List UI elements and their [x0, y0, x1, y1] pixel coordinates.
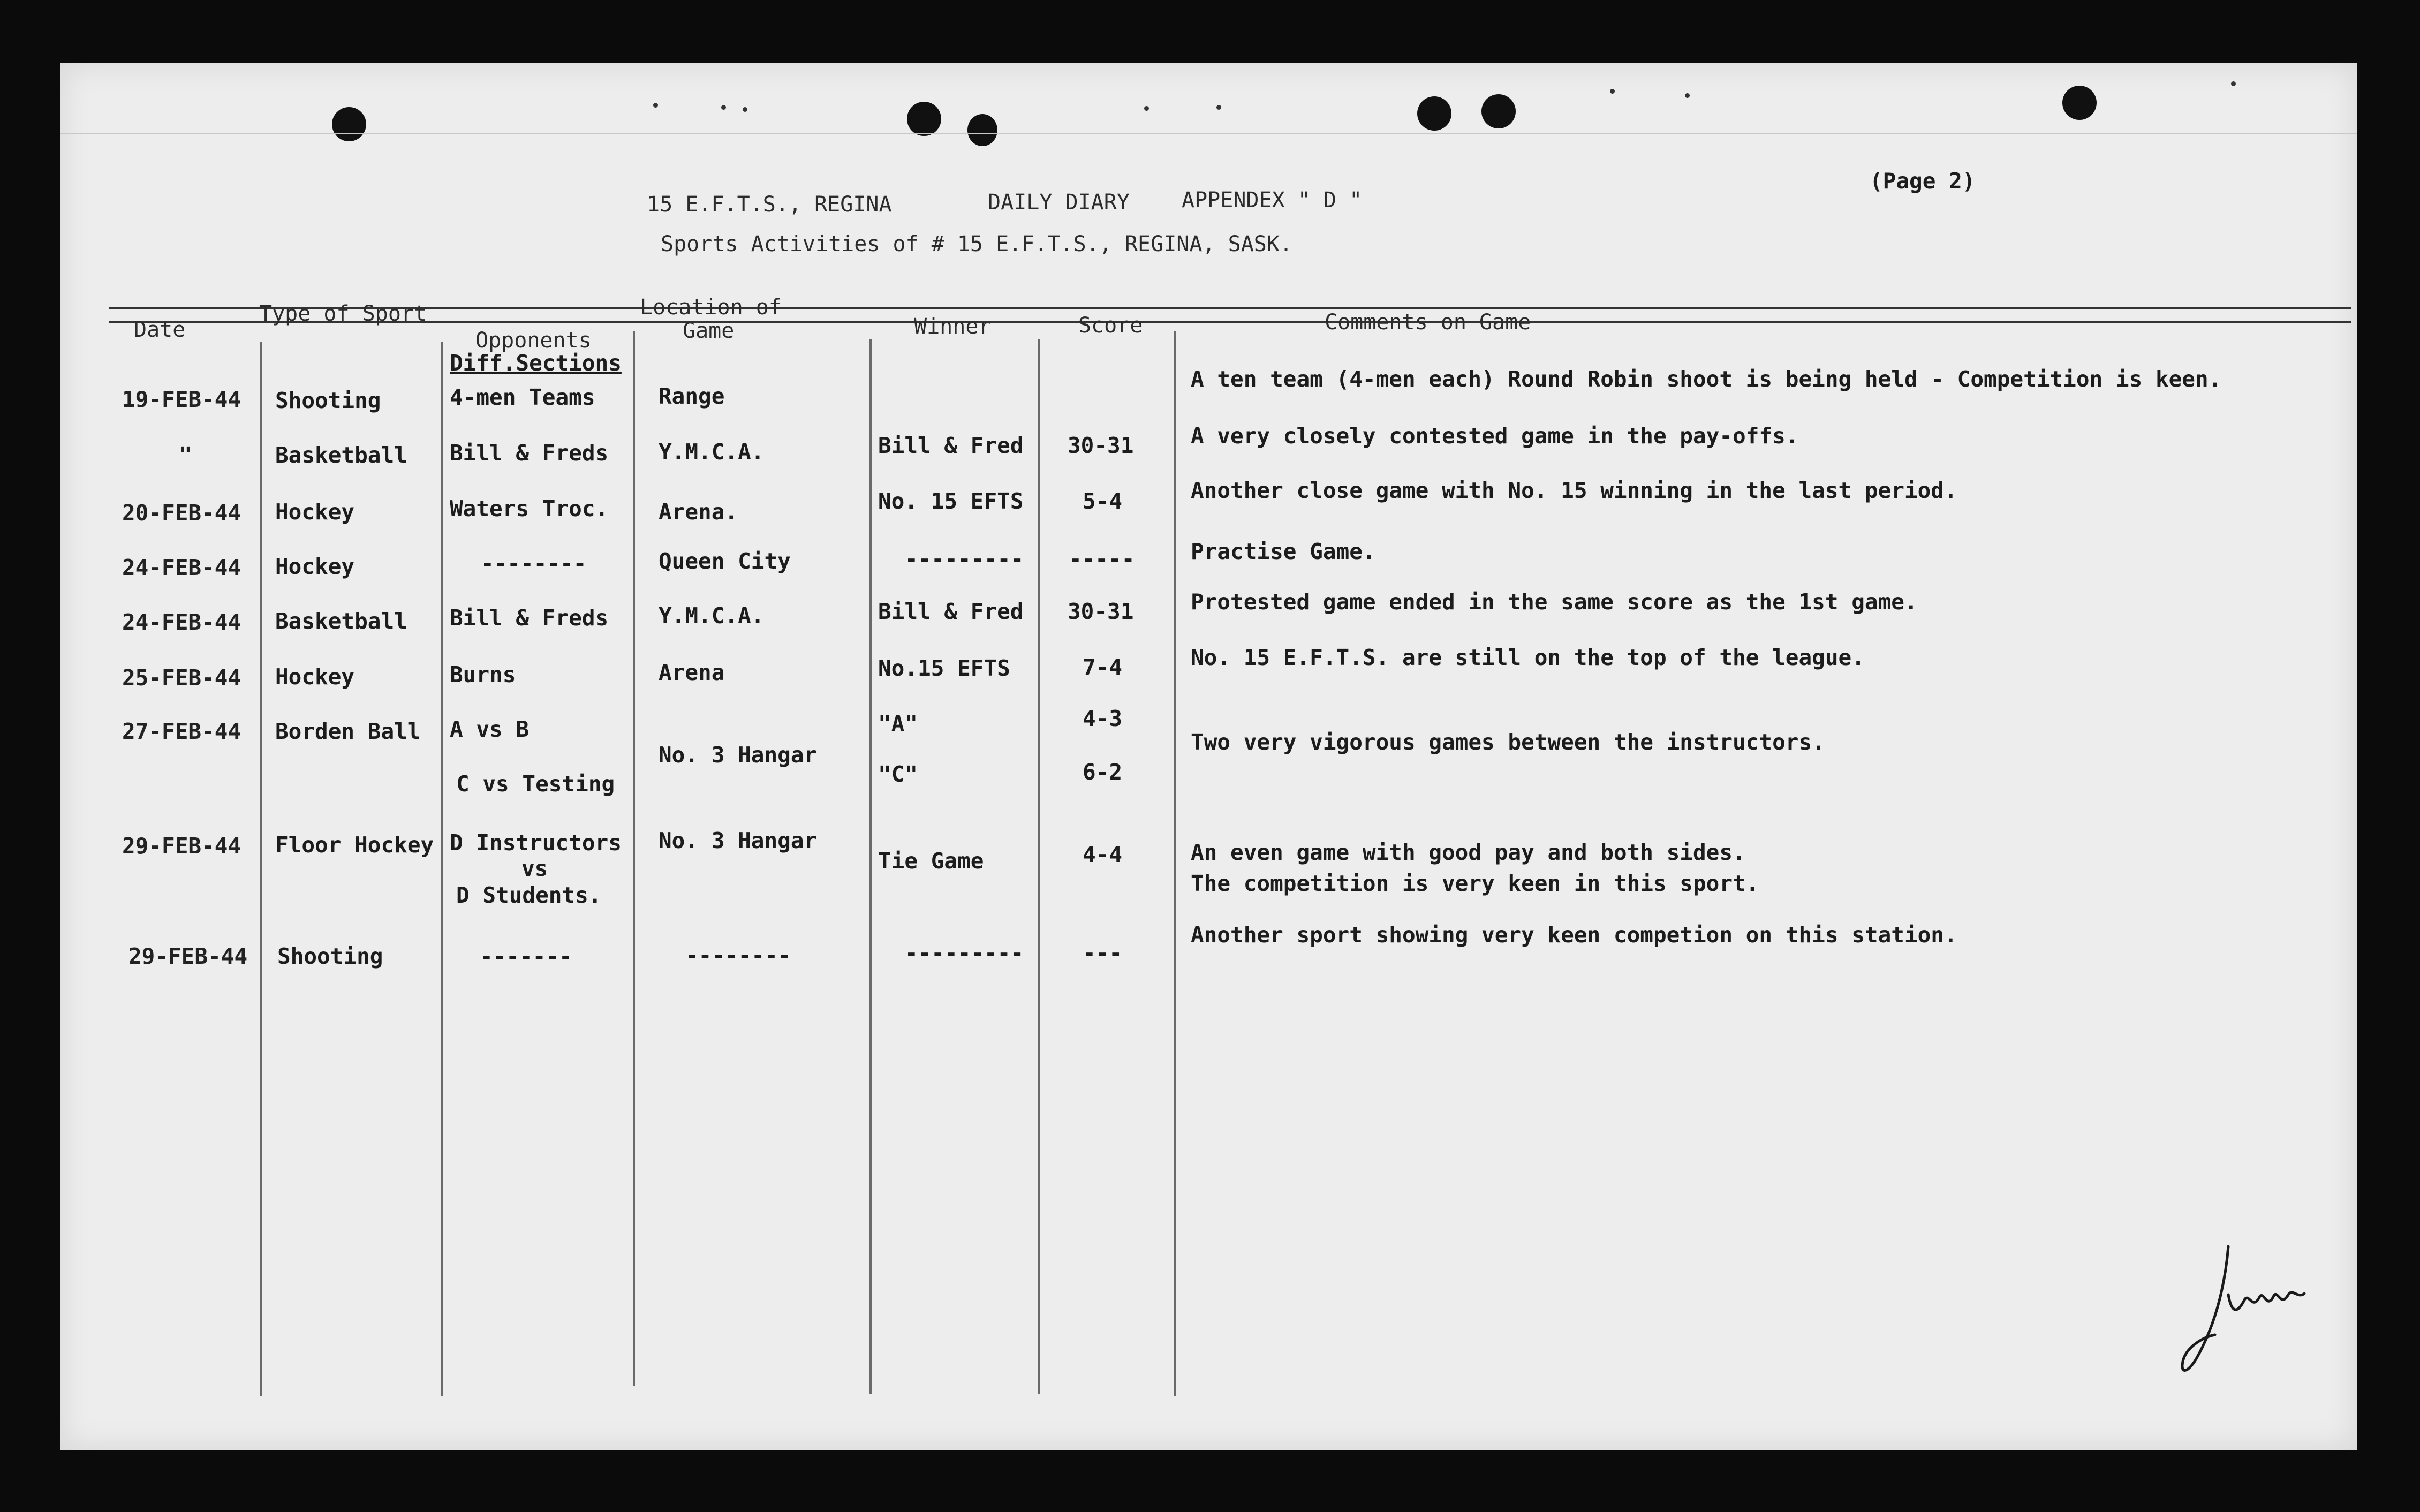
speck — [1216, 105, 1221, 110]
speck — [1685, 93, 1690, 98]
row-score: 4-4 — [1083, 842, 1123, 867]
row-location: Y.M.C.A. — [659, 603, 765, 629]
speck — [1610, 89, 1615, 94]
row-date: " — [179, 442, 192, 468]
row-location: Y.M.C.A. — [659, 439, 765, 465]
top-rule — [60, 133, 2357, 134]
signature-mark — [2164, 1230, 2357, 1391]
row-date: 19-FEB-44 — [122, 387, 241, 412]
row-score: --- — [1083, 940, 1123, 966]
row-comment: Two very vigorous games between the instructors. — [1191, 729, 1825, 755]
row-winner: Tie Game — [878, 848, 984, 874]
col-location-2: Game — [683, 319, 735, 343]
row-score: 4-3 — [1083, 706, 1123, 731]
diary-card — [60, 63, 2357, 1450]
row-comment: Another close game with No. 15 winning in the last period. — [1191, 478, 1957, 503]
row-comment: Another sport showing very keen competion on this station. — [1191, 922, 1957, 948]
row-comment: Practise Game. — [1191, 539, 1376, 564]
punch-hole — [332, 107, 366, 141]
col-location-1: Location of — [640, 295, 782, 320]
row-score: ----- — [1069, 546, 1135, 572]
row-score-2: 6-2 — [1083, 759, 1123, 785]
row-sport: Borden Ball — [275, 719, 421, 744]
row-location: Range — [659, 383, 725, 409]
row-location: No. 3 Hangar — [659, 742, 818, 768]
row-opponents: 4-men Teams — [450, 384, 595, 410]
row-winner-2: "C" — [878, 761, 918, 787]
row-score: 5-4 — [1083, 488, 1123, 514]
speck — [743, 107, 747, 112]
row-comment: Protested game ended in the same score as the 1st game. — [1191, 589, 1918, 615]
row-opponents: -------- — [481, 550, 587, 576]
row-score: 7-4 — [1083, 654, 1123, 680]
col-type: Type of Sport — [259, 301, 427, 326]
row-comment: A very closely contested game in the pay-offs. — [1191, 423, 1799, 449]
row-comment-2: The competition is very keen in this sport. — [1191, 871, 1759, 896]
section-label: Diff.Sections — [450, 350, 622, 376]
unit-title: 15 E.F.T.S., REGINA — [647, 192, 892, 217]
col-divider — [869, 339, 872, 1394]
subtitle: Sports Activities of # 15 E.F.T.S., REGINA, SASK. — [661, 232, 1293, 256]
row-sport: Floor Hockey — [275, 832, 434, 858]
col-divider — [633, 331, 635, 1386]
row-opponents: ------- — [480, 943, 572, 969]
row-winner: Bill & Fred — [878, 599, 1024, 624]
col-opponents: Opponents — [475, 328, 592, 353]
row-date: 27-FEB-44 — [122, 719, 241, 744]
row-winner: No. 15 EFTS — [878, 488, 1024, 514]
row-date: 24-FEB-44 — [122, 555, 241, 580]
punch-hole — [2062, 86, 2097, 120]
speck — [653, 103, 658, 108]
row-comment: A ten team (4-men each) Round Robin shoot is being held - Competition is keen. — [1191, 366, 2222, 392]
row-sport: Hockey — [275, 499, 355, 525]
row-winner: "A" — [878, 711, 918, 737]
row-opponents-2: C vs Testing — [456, 771, 615, 797]
row-location: No. 3 Hangar — [659, 828, 818, 853]
punch-hole — [967, 114, 997, 146]
col-score: Score — [1078, 313, 1143, 338]
col-divider — [1038, 339, 1040, 1394]
punch-hole — [1417, 96, 1451, 131]
punch-hole — [1481, 94, 1516, 128]
col-divider — [441, 342, 443, 1396]
row-date: 25-FEB-44 — [122, 665, 241, 691]
row-location: Arena. — [659, 499, 738, 525]
row-comment: No. 15 E.F.T.S. are still on the top of the league. — [1191, 645, 1865, 670]
row-winner: No.15 EFTS — [878, 655, 1010, 681]
row-sport: Shooting — [277, 943, 383, 969]
header-rule-bottom — [109, 321, 2351, 323]
row-winner: Bill & Fred — [878, 433, 1024, 458]
col-divider — [1174, 331, 1176, 1396]
header-rule-top — [109, 307, 2351, 309]
speck — [721, 105, 726, 110]
row-opponents: Bill & Freds — [450, 440, 609, 466]
row-score: 30-31 — [1068, 599, 1134, 624]
row-opponents-vs: vs — [521, 856, 548, 881]
row-opponents: Bill & Freds — [450, 605, 609, 631]
row-date: 20-FEB-44 — [122, 500, 241, 526]
row-sport: Hockey — [275, 554, 355, 579]
col-date: Date — [134, 317, 186, 342]
row-opponents: A vs B — [450, 716, 530, 742]
col-comments: Comments on Game — [1325, 310, 1531, 335]
row-winner: --------- — [905, 546, 1024, 572]
row-opponents: Burns — [450, 662, 516, 687]
row-winner: --------- — [905, 940, 1024, 966]
col-divider — [260, 342, 262, 1396]
row-location: Arena — [659, 660, 725, 685]
row-opponents-2: D Students. — [456, 882, 602, 908]
row-date: 29-FEB-44 — [122, 833, 241, 859]
speck — [1144, 106, 1149, 111]
punch-hole — [907, 102, 941, 136]
row-location: Queen City — [659, 548, 791, 574]
row-opponents: D Instructors — [450, 830, 622, 856]
row-date: 24-FEB-44 — [122, 609, 241, 635]
row-date: 29-FEB-44 — [128, 943, 248, 969]
appendix-label: APPENDEX " D " — [1182, 188, 1363, 213]
row-comment: An even game with good pay and both sides. — [1191, 840, 1746, 865]
row-sport: Basketball — [275, 442, 407, 468]
row-opponents: Waters Troc. — [450, 496, 609, 521]
row-score: 30-31 — [1068, 433, 1134, 458]
page-number: (Page 2) — [1870, 168, 1976, 194]
row-sport: Shooting — [275, 388, 381, 413]
col-winner: Winner — [914, 314, 992, 339]
row-sport: Hockey — [275, 664, 355, 690]
speck — [2231, 81, 2236, 86]
row-sport: Basketball — [275, 608, 407, 634]
row-location: -------- — [685, 942, 791, 968]
diary-title: DAILY DIARY — [988, 190, 1130, 215]
